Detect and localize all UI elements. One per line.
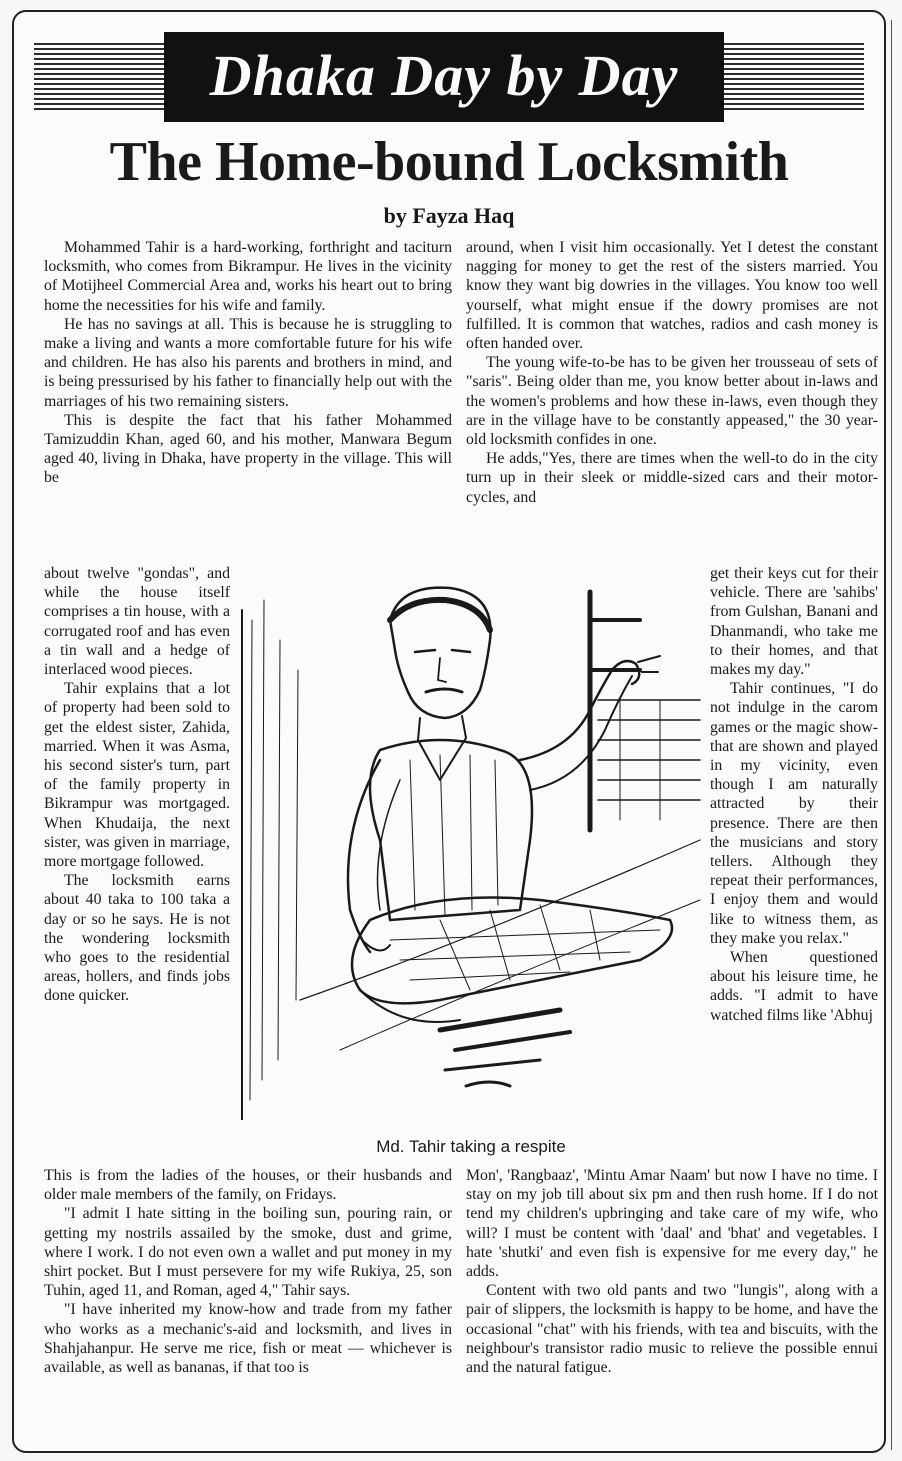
byline: by Fayza Haq xyxy=(383,203,515,228)
paragraph: The locksmith earns about 40 taka to 100 taka a day or so he says. He is not the wondering locksmith who goes to the residential areas, hollers, and finds jobs done quicker. xyxy=(44,872,230,1005)
paragraph: This is from the ladies of the houses, or their husbands and older male members of the family, on Fridays. xyxy=(44,1167,452,1204)
paragraph: The young wife-to-be has to be given her trousseau of sets of "saris". Being older than me, you know better about in-laws and the women's problems and how these in-laws, even though they are in the village have to be constantly appeased," the 30 year-old locksmith confides in one. xyxy=(466,354,878,449)
adjacent-column-edge xyxy=(891,20,902,1450)
column-1-wrap xyxy=(44,564,230,1006)
paragraph: around, when I visit him occasionally. Yet I detest the constant nagging for money to get the rest of the sisters married. You know they want big dowries in the villages. You know too well yourself, what might ensue if the dowry promises are not fulfilled. It is common that watches, radios and cash money is often handed over. xyxy=(466,239,878,353)
column-2-wrap xyxy=(710,564,878,1025)
article-frame xyxy=(12,10,886,1453)
column-2-top xyxy=(466,238,878,507)
column-1-top xyxy=(44,238,452,488)
paragraph: He has no savings at all. This is because he is struggling to make a living and wants a more comfortable future for his wife and children. He has also his parents and brothers in mind, and is being pressurised by his father to financially help out with the marriages of his two remaining sisters. xyxy=(44,315,452,410)
illustration-caption: Md. Tahir taking a respite xyxy=(376,1137,566,1156)
paragraph: about twelve "gondas", and while the house itself comprises a tin house, with a corrugated roof and has even a tin wall and a hedge of interlaced wood pieces. xyxy=(44,565,230,679)
paragraph: He adds,"Yes, there are times when the well-to do in the city turn up in their sleek or middle-sized cars and their motor-cycles, and xyxy=(466,450,878,506)
paragraph: get their keys cut for their vehicle. There are 'sahibs' from Gulshan, Banani and Dhanmandi, who take me to their homes, and that makes my day." xyxy=(710,565,878,679)
headline: The Home-bound Locksmith xyxy=(109,131,789,193)
paragraph: Content with two old pants and two "lungis", along with a pair of slippers, the locksmith is happy to be home, and have the occasional "chat" with his friends, with tea and biscuits, with the neighbour's transistor radio music to relieve the possible ennui and the natural fatigue. xyxy=(466,1282,878,1377)
paragraph: Tahir explains that a lot of property had been sold to get the eldest sister, Zahida, married. When it was Asma, his second sister's turn, part of the family property in Bikrampur was mortgaged. When Khudaija, the next sister, was given in marriage, more mortgage followed. xyxy=(44,680,230,871)
column-2-bottom xyxy=(466,1166,878,1377)
paragraph: When questioned about his leisure time, he adds. "I admit to have watched films like 'Abhuj xyxy=(710,949,878,1024)
paragraph: This is despite the fact that his father Mohammed Tamizuddin Khan, aged 60, and his mother, Manwara Begum aged 40, living in Dhaka, have property in the village. This will be xyxy=(44,411,452,487)
series-title: Dhaka Day by Day xyxy=(164,32,724,122)
locksmith-illustration xyxy=(240,580,702,1120)
paragraph: Mohammed Tahir is a hard-working, forthright and taciturn locksmith, who comes from Bikrampur. He lives in the vicinity of Motijheel Commercial Area and, works his heart out to bring home the necessities for his wife and family. xyxy=(44,239,452,314)
paragraph: "I have inherited my know-how and trade from my father who works as a mechanic's-aid and locksmith, and lives in Shahjahanpur. He serve me rice, fish or meat — whichever is available, as well as bananas, if that too is xyxy=(44,1301,452,1377)
paragraph: Tahir continues, "I do not indulge in the carom games or the magic show-that are shown and played in my vicinity, even though I am naturally attracted by their presence. There are then the musicians and story tellers. Although they repeat their performances, I enjoy them and would like to witness them, as they make you relax." xyxy=(710,680,878,947)
column-1-bottom xyxy=(44,1166,452,1377)
series-banner xyxy=(34,32,864,122)
paragraph: Mon', 'Rangbaaz', 'Mintu Amar Naam' but now I have no time. I stay on my job till about six pm and then rush home. If I do not tend my children's upbringing and take care of my wife, who will? I must be content with 'daal' and 'bhat' and vegetables. I hate 'shutki' and even fish is expensive for me every day," he adds. xyxy=(466,1167,878,1281)
paragraph: "I admit I hate sitting in the boiling sun, pouring rain, or getting my nostrils assailed by the smoke, dust and grime, where I work. I do not even own a wallet and put money in my shirt pocket. But I must persevere for my wife Rukiya, 25, son Tuhin, aged 11, and Roman, aged 4," Tahir says. xyxy=(44,1205,452,1300)
